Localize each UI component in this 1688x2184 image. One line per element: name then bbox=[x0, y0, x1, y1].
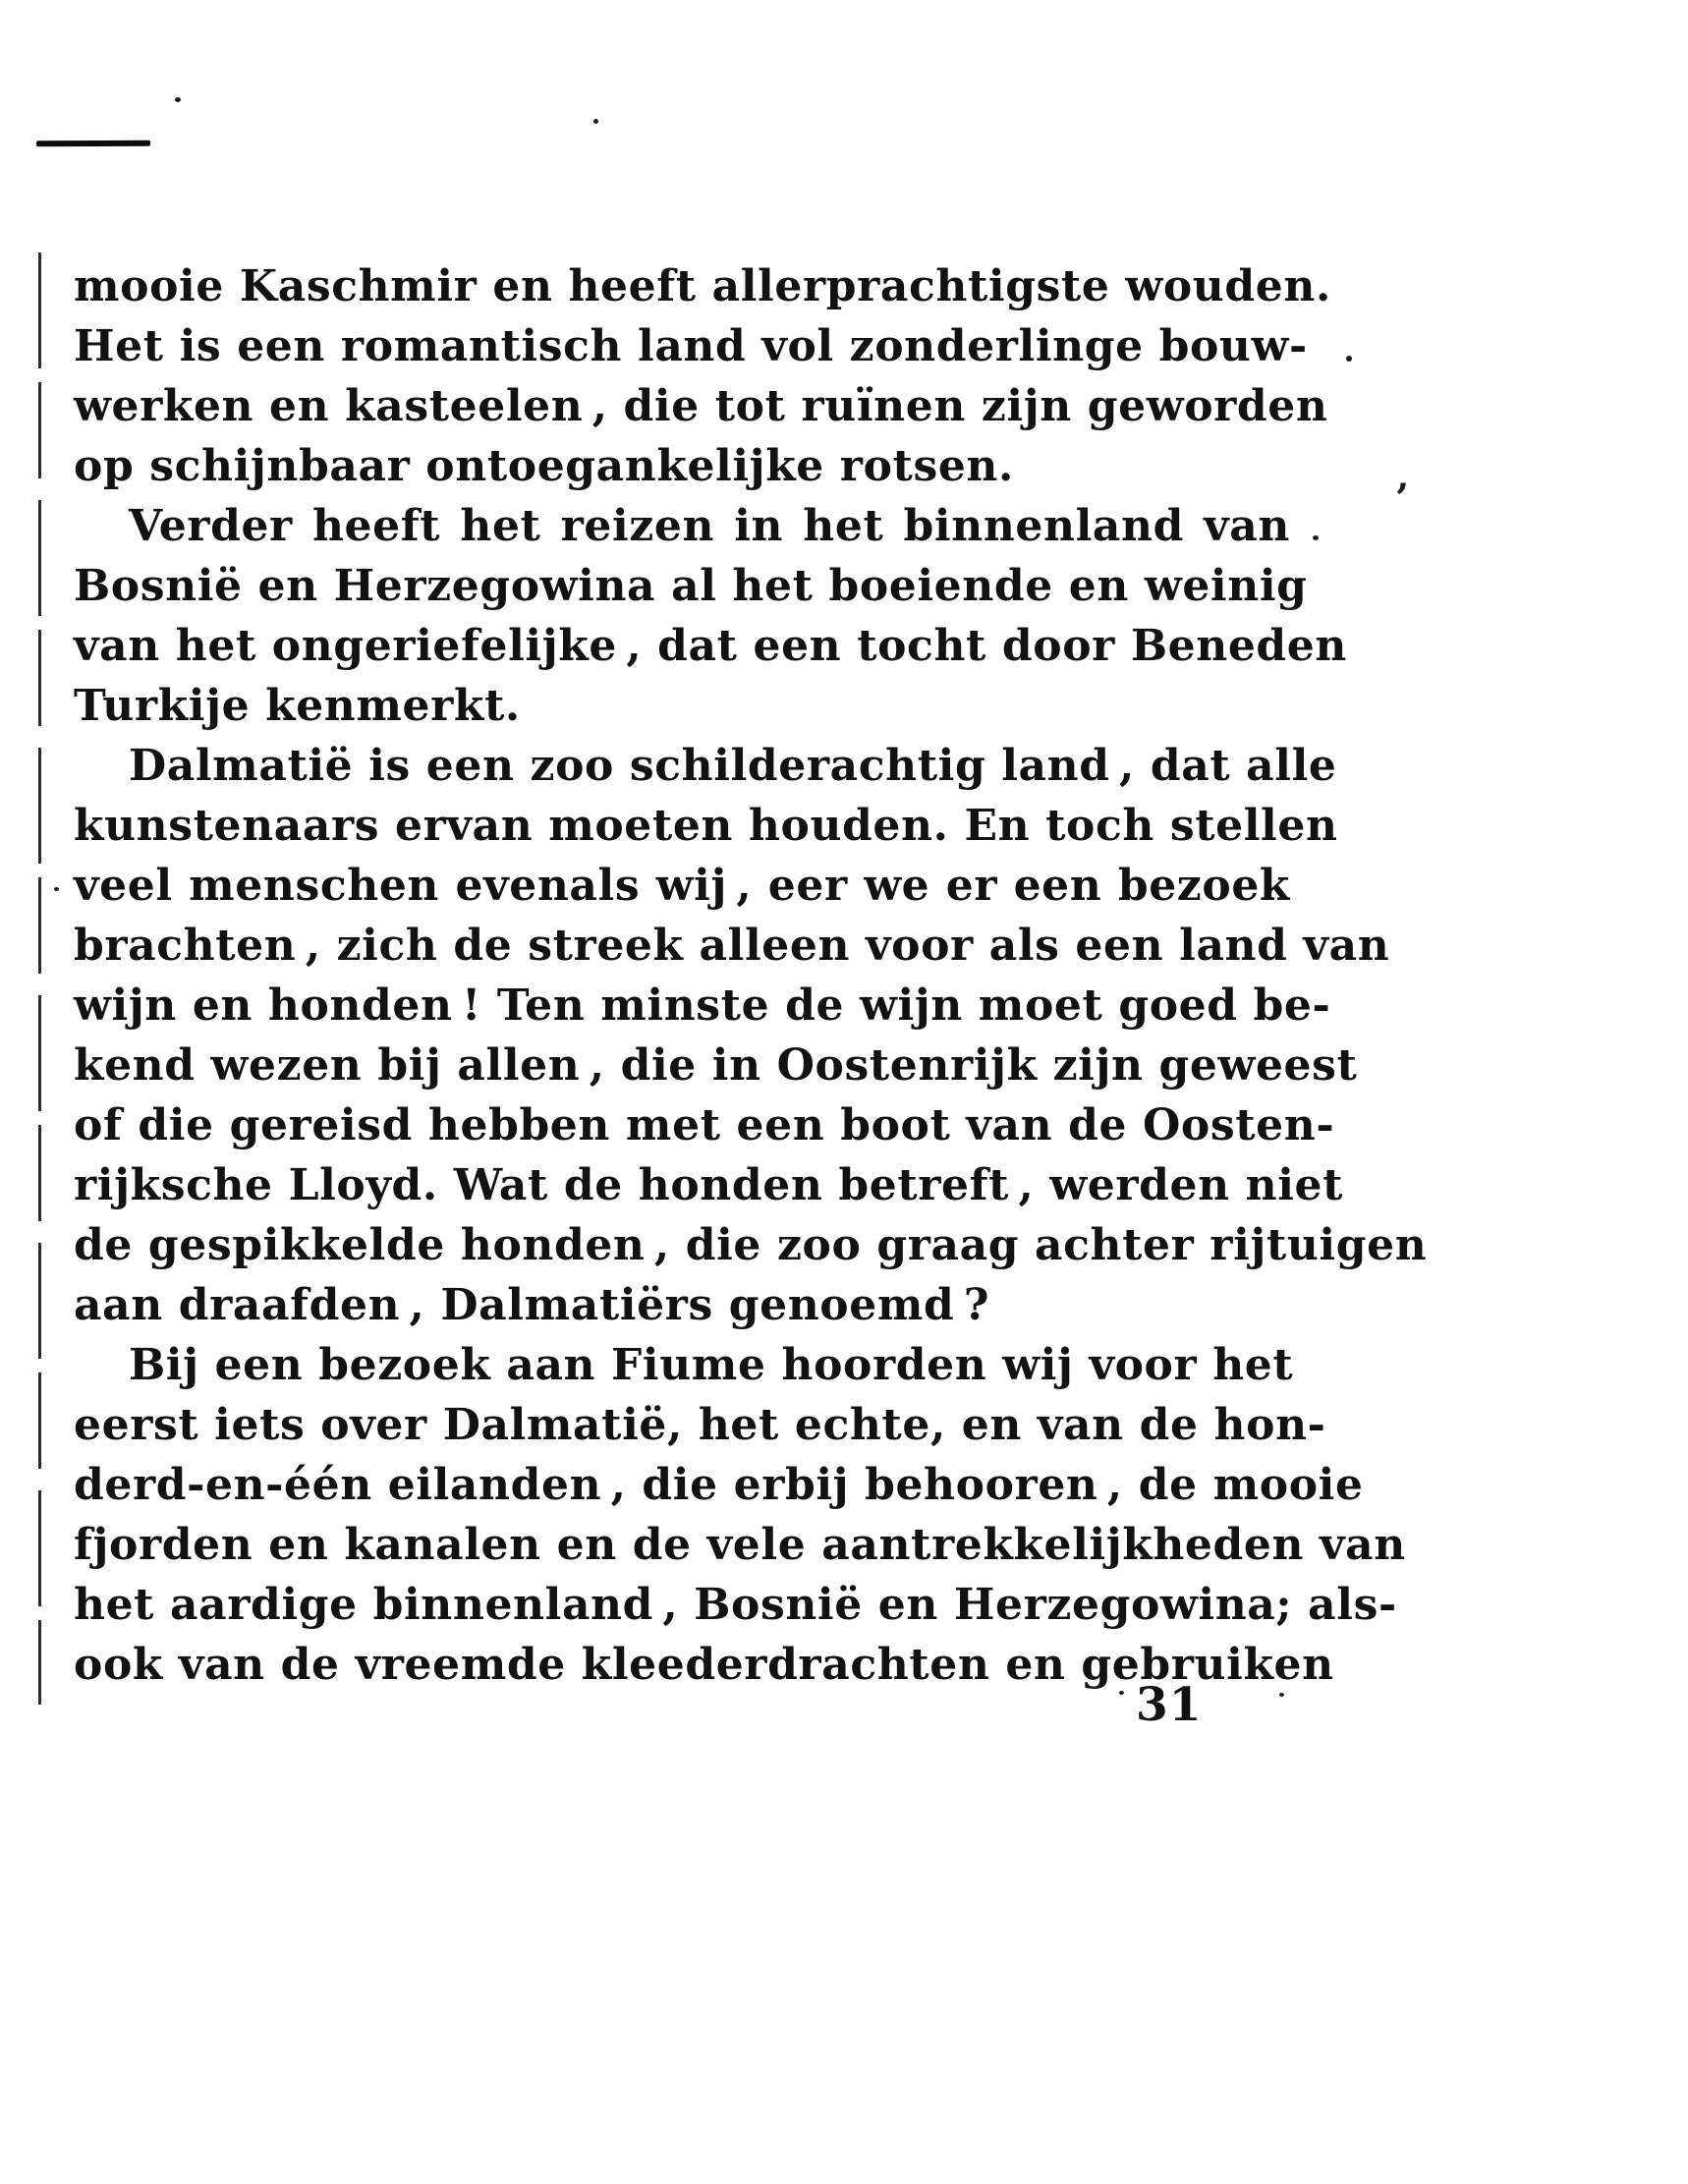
text-line: mooie Kaschmir en heeft allerprachtigste wouden. bbox=[74, 261, 1331, 311]
text-line: ook van de vreemde kleederdrachten en gebruiken bbox=[74, 1640, 1334, 1690]
text-line: Het is een romantisch land vol zonderlinge bouw- bbox=[74, 321, 1308, 371]
text-line: op schijnbaar ontoegankelijke rotsen. bbox=[74, 441, 1014, 491]
ink-speck bbox=[593, 119, 598, 124]
text-line: wijn en honden ! Ten minste de wijn moet goed be- bbox=[74, 980, 1331, 1031]
text-line: rijksche Lloyd. Wat de honden betreft , werden niet bbox=[74, 1160, 1344, 1210]
top-left-rule bbox=[36, 140, 150, 147]
text-line: brachten , zich de streek alleen voor als een land van bbox=[74, 921, 1390, 971]
text-line: fjorden en kanalen en de vele aantrekkelijkheden van bbox=[74, 1520, 1406, 1570]
text-line: van het ongeriefelijke , dat een tocht door Beneden bbox=[74, 621, 1347, 671]
page-number: 31 bbox=[1136, 1678, 1203, 1732]
text-line: het aardige binnenland , Bosnië en Herzegowina; als- bbox=[74, 1580, 1397, 1630]
text-line: eerst iets over Dalmatië, het echte, en van de hon- bbox=[74, 1400, 1326, 1450]
text-line: derd-en-één eilanden , die erbij behooren , de mooie bbox=[74, 1460, 1364, 1510]
text-line: Turkije kenmerkt. bbox=[74, 681, 521, 731]
text-line: Bij een bezoek aan Fiume hoorden wij voor het bbox=[129, 1340, 1294, 1390]
text-line: of die gereisd hebben met een boot van de Oosten- bbox=[74, 1100, 1335, 1150]
text-line: Dalmatië is een zoo schilderachtig land , dat alle bbox=[129, 741, 1337, 791]
stray-apostrophe-mark: ’ bbox=[1395, 476, 1409, 522]
ink-speck bbox=[1313, 535, 1319, 540]
ink-speck bbox=[175, 97, 181, 102]
text-line: de gespikkelde honden , die zoo graag achter rijtuigen bbox=[74, 1220, 1428, 1270]
body-text bbox=[74, 261, 1428, 1700]
text-line: Verder heeft het reizen in het binnenland van bbox=[129, 501, 1290, 551]
text-line: Bosnië en Herzegowina al het boeiende en weinig bbox=[74, 561, 1308, 611]
left-margin-rule bbox=[38, 252, 41, 1705]
text-line: kend wezen bij allen , die in Oostenrijk zijn geweest bbox=[74, 1040, 1358, 1091]
text-line: veel menschen evenals wij , eer we er een bezoek bbox=[74, 861, 1290, 911]
ink-speck bbox=[54, 887, 59, 891]
text-line: werken en kasteelen , die tot ruïnen zijn geworden bbox=[74, 381, 1328, 431]
text-line: kunstenaars ervan moeten houden. En toch stellen bbox=[74, 801, 1338, 851]
ink-speck bbox=[1346, 356, 1352, 362]
text-line: aan draafden , Dalmatiërs genoemd ? bbox=[74, 1280, 990, 1330]
